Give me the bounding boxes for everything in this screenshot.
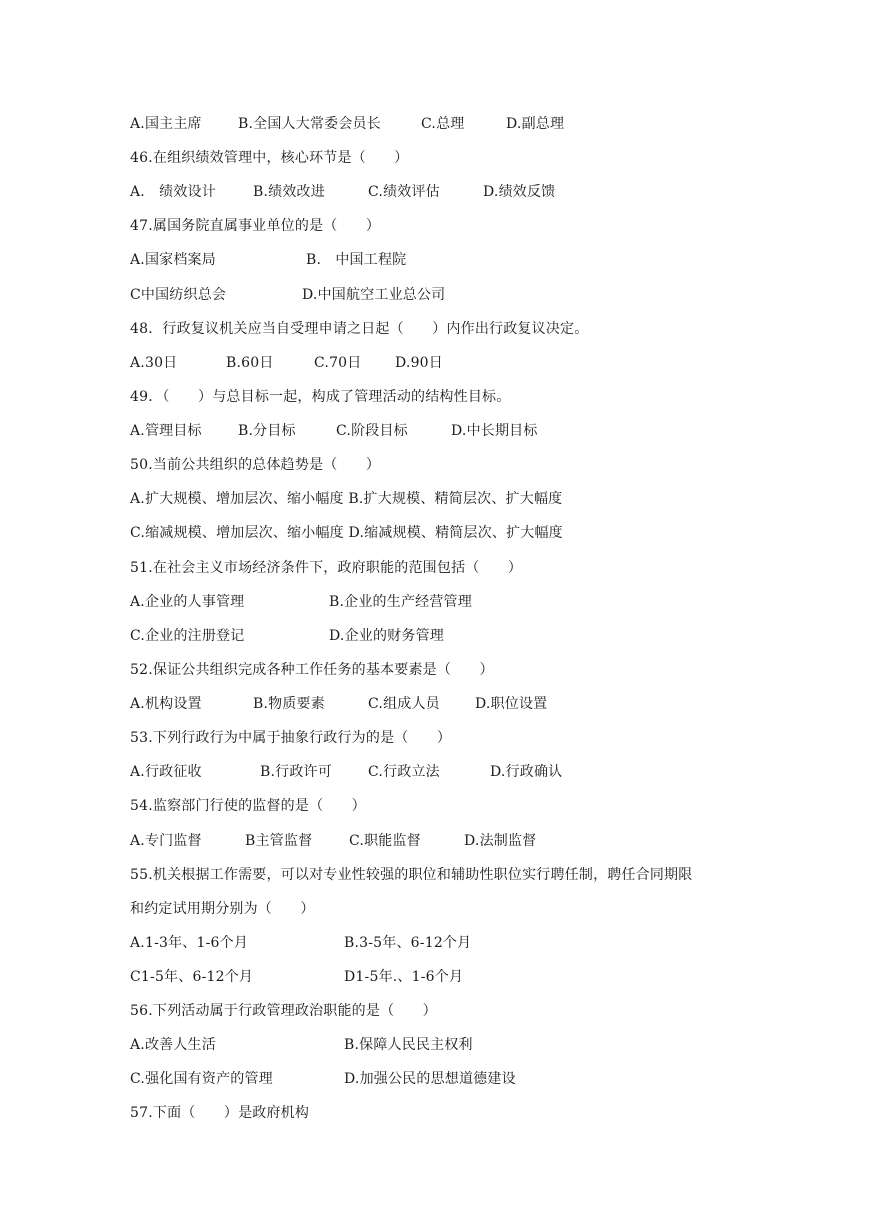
option-text: A.1-3年、1-6个月 (130, 935, 249, 951)
option-text: D.中长期目标 (451, 423, 538, 439)
question-text: 52.保证公共组织完成各种工作任务的基本要素是（ ） (130, 662, 494, 678)
option-text: C中国纺织总会 (130, 287, 227, 303)
option-text: A.管理目标 (130, 423, 202, 439)
question-text: 55.机关根据工作需要，可以对专业性较强的职位和辅助性职位实行聘任制，聘任合同期限 (130, 867, 693, 883)
option-text: A.行政征收 (130, 764, 202, 780)
option-text: B.3-5年、6-12个月 (344, 935, 472, 951)
option-text: A.30日 (130, 355, 178, 371)
option-text: B. 中国工程院 (306, 252, 407, 268)
option-text: D.90日 (395, 355, 443, 371)
option-text: B.行政许可 (260, 764, 332, 780)
question-text: 46.在组织绩效管理中，核心环节是（ ） (130, 150, 409, 166)
option-text: D.职位设置 (475, 696, 548, 712)
option-text: C.70日 (314, 355, 362, 371)
option-text: C.阶段目标 (336, 423, 408, 439)
question-text: 47.属国务院直属事业单位的是（ ） (130, 218, 381, 234)
option-text: C.企业的注册登记 (130, 628, 245, 644)
option-text: C.行政立法 (368, 764, 440, 780)
option-text: A.国家档案局 (130, 252, 216, 268)
option-text: D.绩效反馈 (483, 184, 556, 200)
question-text: C.缩减规模、增加层次、缩小幅度 D.缩减规模、精简层次、扩大幅度 (130, 525, 563, 541)
option-text: C.职能监督 (349, 833, 421, 849)
option-text: B.分目标 (238, 423, 296, 439)
option-text: D.副总理 (506, 116, 565, 132)
option-text: C.强化国有资产的管理 (130, 1071, 273, 1087)
option-text: D1-5年.、1-6个月 (344, 969, 464, 985)
question-text: 54.监察部门行使的监督的是（ ） (130, 798, 366, 814)
option-text: D.行政确认 (490, 764, 563, 780)
option-text: B.企业的生产经营管理 (329, 594, 472, 610)
option-text: A.企业的人事管理 (130, 594, 245, 610)
question-text: 57.下面（ ）是政府机构 (130, 1105, 310, 1121)
question-text: 51.在社会主义市场经济条件下，政府职能的范围包括（ ） (130, 560, 523, 576)
option-text: A.机构设置 (130, 696, 202, 712)
question-text: 49．（ ）与总目标一起，构成了管理活动的结构性目标。 (130, 389, 511, 405)
option-text: C.绩效评估 (368, 184, 440, 200)
option-text: D.加强公民的思想道德建设 (344, 1071, 516, 1087)
option-text: B.60日 (226, 355, 274, 371)
option-text: A. 绩效设计 (130, 184, 216, 200)
question-text: A.扩大规模、增加层次、缩小幅度 B.扩大规模、精简层次、扩大幅度 (130, 491, 563, 507)
question-text: 和约定试用期分别为（ ） (130, 901, 315, 917)
question-text: 48．行政复议机关应当自受理申请之日起（ ）内作出行政复议决定。 (130, 321, 589, 337)
option-text: C.总理 (421, 116, 465, 132)
question-text: 50.当前公共组织的总体趋势是（ ） (130, 457, 381, 473)
option-text: A.国主主席 (130, 116, 202, 132)
question-text: 53.下列行政行为中属于抽象行政行为的是（ ） (130, 730, 452, 746)
option-text: B.保障人民民主权利 (344, 1037, 473, 1053)
option-text: C1-5年、6-12个月 (130, 969, 254, 985)
option-text: D.企业的财务管理 (329, 628, 444, 644)
option-text: D.法制监督 (464, 833, 537, 849)
option-text: B.物质要素 (253, 696, 325, 712)
question-text: 56.下列活动属于行政管理政治职能的是（ ） (130, 1003, 437, 1019)
option-text: D.中国航空工业总公司 (302, 287, 446, 303)
option-text: B.绩效改进 (253, 184, 325, 200)
option-text: A.专门监督 (130, 833, 202, 849)
option-text: B主管监督 (245, 833, 313, 849)
option-text: B.全国人大常委会员长 (238, 116, 381, 132)
option-text: C.组成人员 (368, 696, 440, 712)
option-text: A.改善人生活 (130, 1037, 216, 1053)
